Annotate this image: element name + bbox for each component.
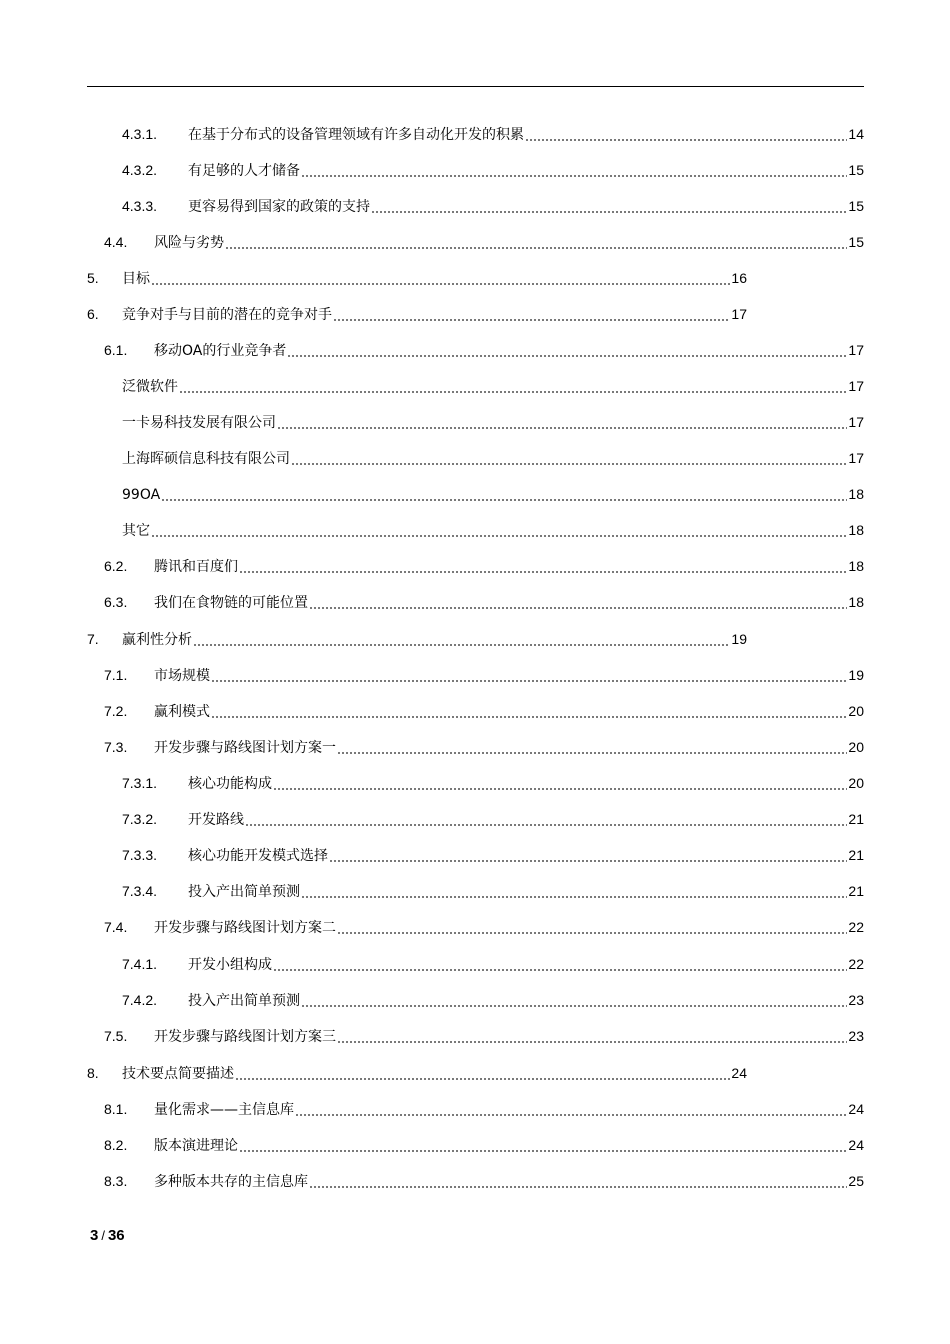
toc-entry-page: 21 — [848, 847, 864, 863]
toc-entry[interactable] — [87, 1062, 747, 1084]
toc-dot-leader — [239, 1134, 847, 1156]
toc-entry-title: 泛微软件 — [122, 379, 178, 395]
toc-entry[interactable] — [104, 555, 864, 577]
toc-dot-leader — [239, 555, 847, 577]
toc-dot-leader — [225, 231, 847, 253]
toc-dot-leader — [337, 916, 847, 938]
toc-entry-page: 24 — [848, 1101, 864, 1117]
toc-entry-page: 24 — [731, 1065, 747, 1081]
toc-entry-page: 19 — [731, 631, 747, 647]
toc-entry[interactable] — [122, 808, 864, 830]
toc-entry-page: 22 — [848, 956, 864, 972]
toc-entry-number: 7.4. — [104, 919, 128, 935]
toc-dot-leader — [287, 339, 847, 361]
toc-entry-number: 7.3.4. — [122, 883, 158, 899]
toc-dot-leader — [179, 375, 847, 397]
toc-dot-leader — [301, 159, 847, 181]
toc-entry-title: 移动OA的行业竞争者 — [154, 343, 287, 359]
toc-entry-number: 5. — [87, 270, 99, 286]
toc-dot-leader — [309, 1170, 847, 1192]
toc-entry-number: 4.3.1. — [122, 126, 158, 142]
toc-entry[interactable] — [122, 447, 864, 469]
toc-entry-page: 17 — [731, 306, 747, 322]
toc-entry-number: 6.1. — [104, 342, 128, 358]
toc-entry-page: 18 — [848, 486, 864, 502]
toc-entry-page: 21 — [848, 883, 864, 899]
toc-entry-page: 17 — [848, 414, 864, 430]
toc-entry-number: 6.3. — [104, 594, 128, 610]
toc-entry[interactable] — [104, 916, 864, 938]
toc-dot-leader — [525, 123, 847, 145]
toc-entry-title: 赢利模式 — [154, 704, 210, 720]
toc-entry[interactable] — [104, 1134, 864, 1156]
toc-entry-title: 开发步骤与路线图计划方案二 — [154, 920, 336, 936]
toc-entry-number: 7.3.2. — [122, 811, 158, 827]
toc-dot-leader — [309, 591, 847, 613]
toc-entry-title: 开发路线 — [188, 812, 244, 828]
toc-dot-leader — [301, 880, 847, 902]
toc-entry[interactable] — [104, 664, 864, 686]
toc-entry-page: 22 — [848, 919, 864, 935]
toc-dot-leader — [211, 664, 847, 686]
page-separator: / — [101, 1228, 105, 1243]
toc-dot-leader — [151, 519, 847, 541]
toc-entry[interactable] — [122, 123, 864, 145]
toc-entry[interactable] — [122, 519, 864, 541]
toc-entry[interactable] — [104, 591, 864, 613]
toc-dot-leader — [245, 808, 847, 830]
page-number-footer — [90, 1226, 125, 1246]
toc-entry-title: 上海晖硕信息科技有限公司 — [122, 451, 290, 467]
toc-entry[interactable] — [87, 267, 747, 289]
toc-entry-page: 20 — [848, 739, 864, 755]
toc-entry-number: 7. — [87, 631, 99, 647]
toc-entry[interactable] — [104, 1025, 864, 1047]
toc-entry-page: 24 — [848, 1137, 864, 1153]
toc-entry[interactable] — [122, 411, 864, 433]
toc-dot-leader — [301, 989, 847, 1011]
toc-entry-title: 赢利性分析 — [122, 632, 192, 648]
toc-entry[interactable] — [122, 880, 864, 902]
toc-entry-number: 4.3.2. — [122, 162, 158, 178]
toc-entry[interactable] — [122, 953, 864, 975]
toc-entry-title: 投入产出简单预测 — [188, 993, 300, 1009]
toc-entry-title: 我们在食物链的可能位置 — [154, 595, 308, 611]
toc-entry-number: 8.3. — [104, 1173, 128, 1189]
toc-entry[interactable] — [104, 1170, 864, 1192]
toc-entry-page: 23 — [848, 1028, 864, 1044]
toc-entry-number: 4.3.3. — [122, 198, 158, 214]
toc-entry-page: 21 — [848, 811, 864, 827]
toc-dot-leader — [235, 1062, 730, 1084]
toc-entry-title: 市场规模 — [154, 668, 210, 684]
toc-dot-leader — [151, 267, 730, 289]
toc-entry-title: 核心功能构成 — [188, 776, 272, 792]
toc-entry-page: 15 — [848, 198, 864, 214]
toc-entry-page: 17 — [848, 342, 864, 358]
toc-entry-page: 17 — [848, 378, 864, 394]
toc-entry-title: 腾讯和百度们 — [154, 559, 238, 575]
toc-entry-number: 8.1. — [104, 1101, 128, 1117]
toc-dot-leader — [211, 700, 847, 722]
toc-dot-leader — [329, 844, 847, 866]
toc-dot-leader — [161, 483, 847, 505]
toc-entry[interactable] — [104, 1098, 864, 1120]
toc-entry-number: 4.4. — [104, 234, 128, 250]
toc-entry[interactable] — [122, 844, 864, 866]
toc-dot-leader — [333, 303, 730, 325]
toc-entry[interactable] — [122, 375, 864, 397]
toc-entry-number: 8. — [87, 1065, 99, 1081]
toc-entry[interactable] — [122, 483, 864, 505]
toc-entry-title: 开发小组构成 — [188, 957, 272, 973]
toc-entry-number: 7.5. — [104, 1028, 128, 1044]
toc-dot-leader — [337, 736, 847, 758]
toc-entry-page: 15 — [848, 234, 864, 250]
toc-entry-number: 6.2. — [104, 558, 128, 574]
toc-entry-title: 一卡易科技发展有限公司 — [122, 415, 276, 431]
toc-entry-number: 7.2. — [104, 703, 128, 719]
toc-entry[interactable] — [122, 195, 864, 217]
toc-dot-leader — [273, 772, 847, 794]
toc-entry-title: 其它 — [122, 523, 150, 539]
toc-dot-leader — [273, 953, 847, 975]
toc-dot-leader — [337, 1025, 847, 1047]
toc-entry[interactable] — [122, 159, 864, 181]
toc-entry-title: 99OA — [122, 487, 161, 503]
toc-dot-leader — [371, 195, 847, 217]
toc-entry-title: 有足够的人才储备 — [188, 163, 300, 179]
toc-entry-number: 8.2. — [104, 1137, 128, 1153]
toc-entry-page: 16 — [731, 270, 747, 286]
toc-entry-number: 6. — [87, 306, 99, 322]
toc-entry-title: 目标 — [122, 271, 150, 287]
toc-entry-page: 14 — [848, 126, 864, 142]
toc-dot-leader — [277, 411, 847, 433]
toc-entry[interactable] — [104, 736, 864, 758]
toc-entry-title: 投入产出简单预测 — [188, 884, 300, 900]
toc-entry-page: 20 — [848, 703, 864, 719]
toc-entry-page: 20 — [848, 775, 864, 791]
toc-entry-title: 版本演进理论 — [154, 1138, 238, 1154]
current-page-number: 3 — [90, 1227, 99, 1244]
toc-entry[interactable] — [122, 772, 864, 794]
toc-entry-title: 在基于分布式的设备管理领域有许多自动化开发的积累 — [188, 127, 524, 143]
toc-entry[interactable] — [87, 303, 747, 325]
toc-entry-page: 18 — [848, 594, 864, 610]
toc-entry-number: 7.1. — [104, 667, 128, 683]
toc-entry-title: 核心功能开发模式选择 — [188, 848, 328, 864]
toc-entry-title: 多种版本共存的主信息库 — [154, 1174, 308, 1190]
toc-entry-page: 25 — [848, 1173, 864, 1189]
toc-entry[interactable] — [104, 339, 864, 361]
toc-entry-title: 开发步骤与路线图计划方案三 — [154, 1029, 336, 1045]
toc-entry-page: 17 — [848, 450, 864, 466]
toc-entry-number: 7.3.3. — [122, 847, 158, 863]
toc-entry-number: 7.3.1. — [122, 775, 158, 791]
toc-entry-page: 18 — [848, 558, 864, 574]
toc-entry-page: 15 — [848, 162, 864, 178]
toc-entry-page: 23 — [848, 992, 864, 1008]
total-page-count: 36 — [107, 1227, 125, 1244]
toc-entry-page: 19 — [848, 667, 864, 683]
toc-entry-number: 7.4.2. — [122, 992, 158, 1008]
toc-entry-title: 更容易得到国家的政策的支持 — [188, 199, 370, 215]
toc-entry-page: 18 — [848, 522, 864, 538]
toc-dot-leader — [193, 628, 730, 650]
toc-entry-title: 开发步骤与路线图计划方案一 — [154, 740, 336, 756]
toc-entry[interactable] — [104, 700, 864, 722]
toc-entry-title: 竞争对手与目前的潜在的竞争对手 — [122, 307, 332, 323]
toc-dot-leader — [291, 447, 847, 469]
toc-entry-title: 量化需求——主信息库 — [154, 1102, 294, 1118]
toc-entry[interactable] — [104, 231, 864, 253]
toc-entry-title: 风险与劣势 — [154, 235, 224, 251]
toc-entry-number: 7.4.1. — [122, 956, 158, 972]
toc-entry[interactable] — [122, 989, 864, 1011]
toc-entry-title: 技术要点简要描述 — [122, 1066, 234, 1082]
toc-entry[interactable] — [87, 628, 747, 650]
toc-dot-leader — [295, 1098, 847, 1120]
toc-entry-number: 7.3. — [104, 739, 128, 755]
